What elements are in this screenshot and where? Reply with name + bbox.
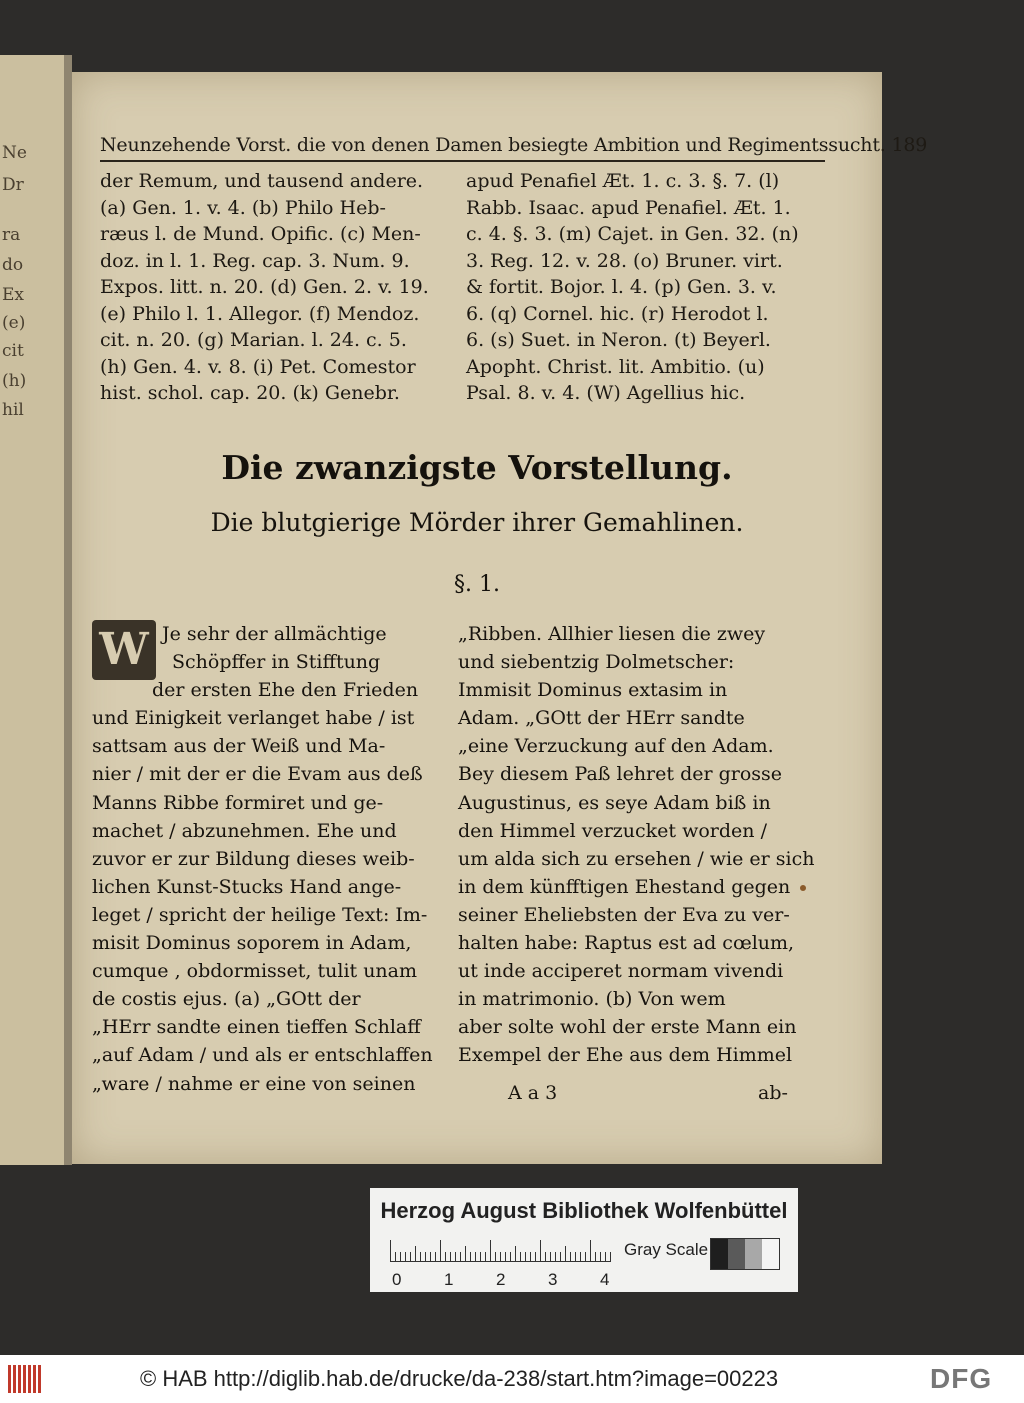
ruler-tick — [455, 1252, 456, 1262]
note-line: apud Penafiel Æt. 1. c. 3. §. 7. (l) — [466, 170, 780, 192]
library-name: Herzog August Bibliothek Wolfenbüttel — [380, 1198, 788, 1223]
ruler-tick — [570, 1252, 571, 1262]
ruler-tick — [415, 1246, 416, 1262]
body-line: und Einigkeit verlanget habe / ist — [92, 707, 415, 730]
ruler-tick — [595, 1252, 596, 1262]
body-line: „auf Adam / und als er entschlaffen — [92, 1044, 433, 1067]
body-line: ut inde acciperet normam vivendi — [458, 960, 784, 983]
ruler-tick — [585, 1252, 586, 1262]
prev-page-fragment: ra — [2, 225, 21, 245]
book-page — [72, 72, 928, 1164]
body-line: sattsam aus der Weiß und Ma- — [92, 735, 386, 758]
body-line: seiner Eheliebsten der Eva zu ver- — [458, 903, 790, 926]
ruler-label: 2 — [496, 1270, 506, 1289]
gray-scale-label: Gray Scale — [624, 1240, 709, 1259]
ruler-tick — [405, 1252, 406, 1262]
ruler-label: 4 — [600, 1270, 610, 1289]
note-line: der Remum, und tausend andere. — [100, 170, 424, 192]
ruler-tick — [460, 1252, 461, 1262]
chapter-subtitle: Die blutgierige Mörder ihrer Gemahlinen. — [210, 508, 744, 537]
ruler-tick — [450, 1252, 451, 1262]
notes-left-column — [100, 168, 460, 407]
ruler-tick — [580, 1252, 581, 1262]
viewer-footer — [0, 1355, 1024, 1403]
ruler-tick — [610, 1252, 611, 1262]
body-line: der ersten Ehe den Frieden — [152, 679, 419, 702]
body-line: Schöpffer in Stifftung — [172, 651, 381, 674]
prev-page-fragment: (e) — [2, 313, 26, 333]
note-line: 6. (q) Cornel. hic. (r) Herodot l. — [466, 302, 769, 325]
ruler-tick — [515, 1246, 516, 1262]
prev-page-fragment: Dr — [2, 175, 24, 195]
ruler-tick — [600, 1252, 601, 1262]
ruler-tick — [565, 1246, 566, 1262]
prev-page-fragment: (h) — [2, 371, 27, 391]
ruler-tick — [575, 1252, 576, 1262]
body-line: „ware / nahme er eine von seinen — [92, 1072, 416, 1095]
body-line: leget / spricht der heilige Text: Im- — [92, 903, 428, 926]
note-line: (a) Gen. 1. v. 4. (b) Philo Heb- — [100, 196, 386, 219]
body-line: „HErr sandte einen tieffen Schlaff — [92, 1016, 421, 1039]
note-line: Apopht. Christ. lit. Ambitio. (u) — [466, 355, 765, 378]
ruler-tick — [485, 1252, 486, 1262]
ruler-tick — [440, 1240, 441, 1262]
gray-scale-swatches — [710, 1238, 780, 1270]
note-line: doz. in l. 1. Reg. cap. 3. Num. 9. — [100, 249, 410, 272]
note-line: (h) Gen. 4. v. 8. (i) Pet. Comestor — [100, 355, 416, 378]
body-right-column — [458, 620, 815, 1070]
body-line: cumque , obdormisset, tulit unam — [92, 960, 418, 983]
body-line: um alda sich zu ersehen / wie er sich — [458, 847, 815, 870]
prev-page-fragment: Ne — [2, 143, 27, 163]
body-line: und siebentzig Dolmetscher: — [458, 651, 735, 674]
previous-page-edge — [0, 55, 72, 1165]
chapter-title: Die zwanzigste Vorstellung. — [221, 448, 733, 487]
ruler-label: 0 — [392, 1270, 402, 1289]
gray-swatch — [728, 1239, 745, 1269]
note-line: 6. (s) Suet. in Neron. (t) Beyerl. — [466, 329, 771, 351]
body-line: zuvor er zur Bildung dieses weib- — [92, 847, 415, 870]
body-line: den Himmel verzucket worden / — [458, 819, 767, 842]
ruler-tick — [525, 1252, 526, 1262]
body-line: de costis ejus. (a) „GOtt der — [92, 988, 361, 1011]
body-line: Je sehr der allmächtige — [162, 623, 387, 645]
prev-page-fragment: Ex — [2, 285, 24, 305]
catchword: ab- — [758, 1082, 788, 1104]
body-left-column — [92, 620, 437, 1098]
ruler-tick — [475, 1252, 476, 1262]
ruler-tick — [490, 1240, 491, 1262]
gray-swatch — [711, 1239, 728, 1269]
ruler-tick — [605, 1252, 606, 1262]
body-line: Exempel der Ehe aus dem Himmel — [458, 1044, 793, 1067]
scale-ruler — [390, 1238, 610, 1262]
note-line: hist. schol. cap. 20. (k) Genebr. — [100, 382, 400, 404]
hab-logo-icon — [8, 1365, 48, 1393]
note-line: Expos. litt. n. 20. (d) Gen. 2. v. 19. — [100, 276, 429, 298]
footer-citation: © HAB http://diglib.hab.de/drucke/da-238/start.htm?image=00223 — [140, 1366, 779, 1391]
ruler-tick — [520, 1252, 521, 1262]
body-line: Immisit Dominus extasim in — [458, 679, 728, 702]
body-line: Manns Ribbe formiret und ge- — [92, 791, 384, 814]
prev-page-fragment: do — [2, 255, 24, 275]
ruler-tick — [560, 1252, 561, 1262]
body-line: „eine Verzuckung auf den Adam. — [458, 735, 774, 758]
ruler-tick — [505, 1252, 506, 1262]
ruler-tick — [480, 1252, 481, 1262]
ruler-tick — [540, 1240, 541, 1262]
section-mark: §. 1. — [454, 572, 500, 597]
note-line: c. 4. §. 3. (m) Cajet. in Gen. 32. (n) — [466, 223, 799, 245]
head-rule — [100, 160, 825, 162]
prev-page-fragment: cit — [2, 341, 24, 361]
ruler-tick — [510, 1252, 511, 1262]
running-head: Neunzehende Vorst. die von denen Damen besiegte Ambition und Regimentssucht. 189 — [100, 134, 928, 156]
body-line: Adam. „GOtt der HErr sandte — [458, 707, 745, 730]
body-line: halten habe: Raptus est ad cœlum, — [458, 932, 795, 955]
ruler-tick — [445, 1252, 446, 1262]
ruler-label: 3 — [548, 1270, 558, 1289]
ruler-tick — [500, 1252, 501, 1262]
dfg-logo: DFG — [930, 1363, 993, 1394]
note-line: Rabb. Isaac. apud Penafiel. Æt. 1. — [466, 196, 791, 219]
ruler-tick — [590, 1240, 591, 1262]
body-line: misit Dominus soporem in Adam, — [92, 932, 412, 955]
body-line: in dem künfftigen Ehestand gegen — [458, 875, 791, 898]
body-line: aber solte wohl der erste Mann ein — [458, 1016, 797, 1039]
body-line: „Ribben. Allhier liesen die zwey — [458, 623, 766, 645]
ruler-tick — [555, 1252, 556, 1262]
gray-swatch — [745, 1239, 762, 1269]
signature-mark: A a 3 — [508, 1082, 558, 1104]
note-line: Psal. 8. v. 4. (W) Agellius hic. — [466, 382, 746, 404]
ruler-label: 1 — [444, 1270, 454, 1289]
ruler-tick — [400, 1252, 401, 1262]
ruler-tick — [425, 1252, 426, 1262]
ruler-tick — [535, 1252, 536, 1262]
decorated-initial: W — [92, 620, 156, 680]
ruler-tick — [495, 1252, 496, 1262]
body-line: nier / mit der er die Evam aus deß — [92, 763, 423, 786]
ruler-tick — [465, 1246, 466, 1262]
body-line: Bey diesem Paß lehret der grosse — [458, 763, 783, 786]
ruler-tick — [530, 1252, 531, 1262]
ruler-tick — [410, 1252, 411, 1262]
note-line: & fortit. Bojor. l. 4. (p) Gen. 3. v. — [466, 276, 777, 298]
note-line: 3. Reg. 12. v. 28. (o) Bruner. virt. — [466, 249, 783, 272]
scan-reference-card — [370, 1188, 798, 1292]
prev-page-fragment: hil — [2, 400, 24, 420]
note-line: cit. n. 20. (g) Marian. l. 24. c. 5. — [100, 329, 407, 351]
gray-swatch — [762, 1239, 779, 1269]
note-line: (e) Philo l. 1. Allegor. (f) Mendoz. — [100, 302, 420, 325]
body-line: in matrimonio. (b) Von wem — [458, 988, 726, 1011]
ruler-tick — [435, 1252, 436, 1262]
ruler-tick — [390, 1240, 391, 1262]
body-line: Augustinus, es seye Adam biß in — [458, 791, 771, 814]
note-line: ræus l. de Mund. Opific. (c) Men- — [100, 223, 421, 245]
ruler-tick — [470, 1252, 471, 1262]
ruler-tick — [430, 1252, 431, 1262]
ruler-tick — [420, 1252, 421, 1262]
paper-stain — [800, 885, 806, 891]
ruler-tick — [545, 1252, 546, 1262]
body-line: machet / abzunehmen. Ehe und — [92, 819, 397, 842]
ruler-tick — [395, 1252, 396, 1262]
ruler-tick — [550, 1252, 551, 1262]
notes-right-column — [466, 168, 826, 407]
body-line: lichen Kunst-Stucks Hand ange- — [92, 875, 402, 898]
